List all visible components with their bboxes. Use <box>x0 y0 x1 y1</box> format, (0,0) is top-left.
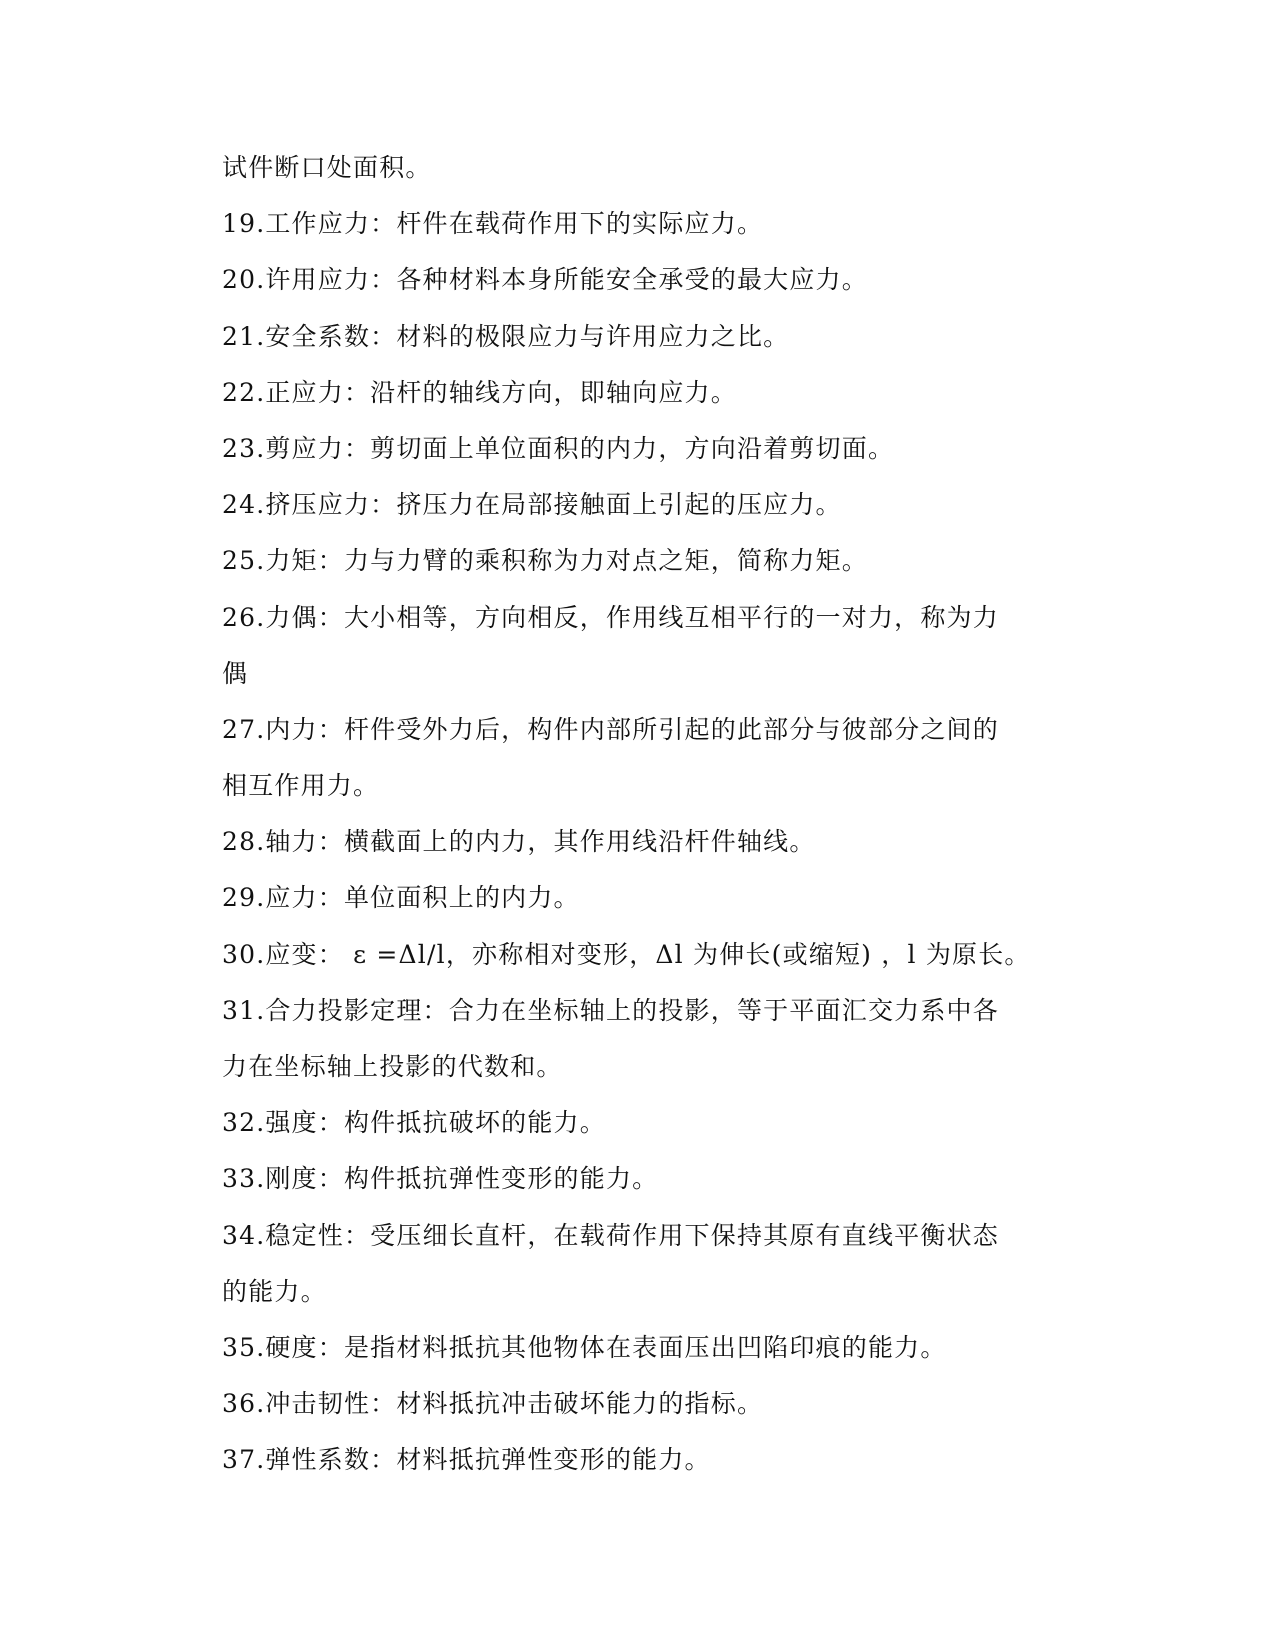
text-line: 30.应变： ε =Δl/l，亦称相对变形，Δl 为伸长(或缩短) ，l 为原长。 <box>222 939 1031 969</box>
text-line: 偶 <box>222 658 249 688</box>
text-line: 34.稳定性：受压细长直杆，在载荷作用下保持其原有直线平衡状态 <box>222 1220 999 1250</box>
text-line: 36.冲击韧性：材料抵抗冲击破坏能力的指标。 <box>222 1389 764 1419</box>
text-line: 22.正应力：沿杆的轴线方向，即轴向应力。 <box>222 377 737 407</box>
text-line: 21.安全系数：材料的极限应力与许用应力之比。 <box>222 321 790 351</box>
text-line: 27.内力：杆件受外力后，构件内部所引起的此部分与彼部分之间的 <box>222 714 999 744</box>
text-line: 33.刚度：构件抵抗弹性变形的能力。 <box>222 1164 659 1194</box>
text-line: 29.应力：单位面积上的内力。 <box>222 883 580 913</box>
text-line: 19.工作应力：杆件在载荷作用下的实际应力。 <box>222 209 764 239</box>
text-line: 35.硬度：是指材料抵抗其他物体在表面压出凹陷印痕的能力。 <box>222 1332 947 1362</box>
text-line: 力在坐标轴上投影的代数和。 <box>222 1052 563 1081</box>
text-line: 25.力矩：力与力臂的乘积称为力对点之矩，简称力矩。 <box>222 546 868 576</box>
text-line: 26.力偶：大小相等，方向相反，作用线互相平行的一对力，称为力 <box>222 602 999 632</box>
text-line: 32.强度：构件抵抗破坏的能力。 <box>222 1108 606 1138</box>
text-line: 23.剪应力：剪切面上单位面积的内力，方向沿着剪切面。 <box>222 433 895 463</box>
text-line: 31.合力投影定理：合力在坐标轴上的投影，等于平面汇交力系中各 <box>222 995 999 1025</box>
text-line: 37.弹性系数：材料抵抗弹性变形的能力。 <box>222 1445 711 1475</box>
text-line: 24.挤压应力：挤压力在局部接触面上引起的压应力。 <box>222 490 842 520</box>
text-line: 试件断口处面积。 <box>222 153 432 182</box>
text-line: 相互作用力。 <box>222 771 380 801</box>
text-line: 的能力。 <box>222 1276 327 1306</box>
text-line: 28.轴力：横截面上的内力，其作用线沿杆件轴线。 <box>222 827 816 857</box>
text-line: 20.许用应力：各种材料本身所能安全承受的最大应力。 <box>222 265 868 295</box>
document-body <box>222 140 1082 1489</box>
